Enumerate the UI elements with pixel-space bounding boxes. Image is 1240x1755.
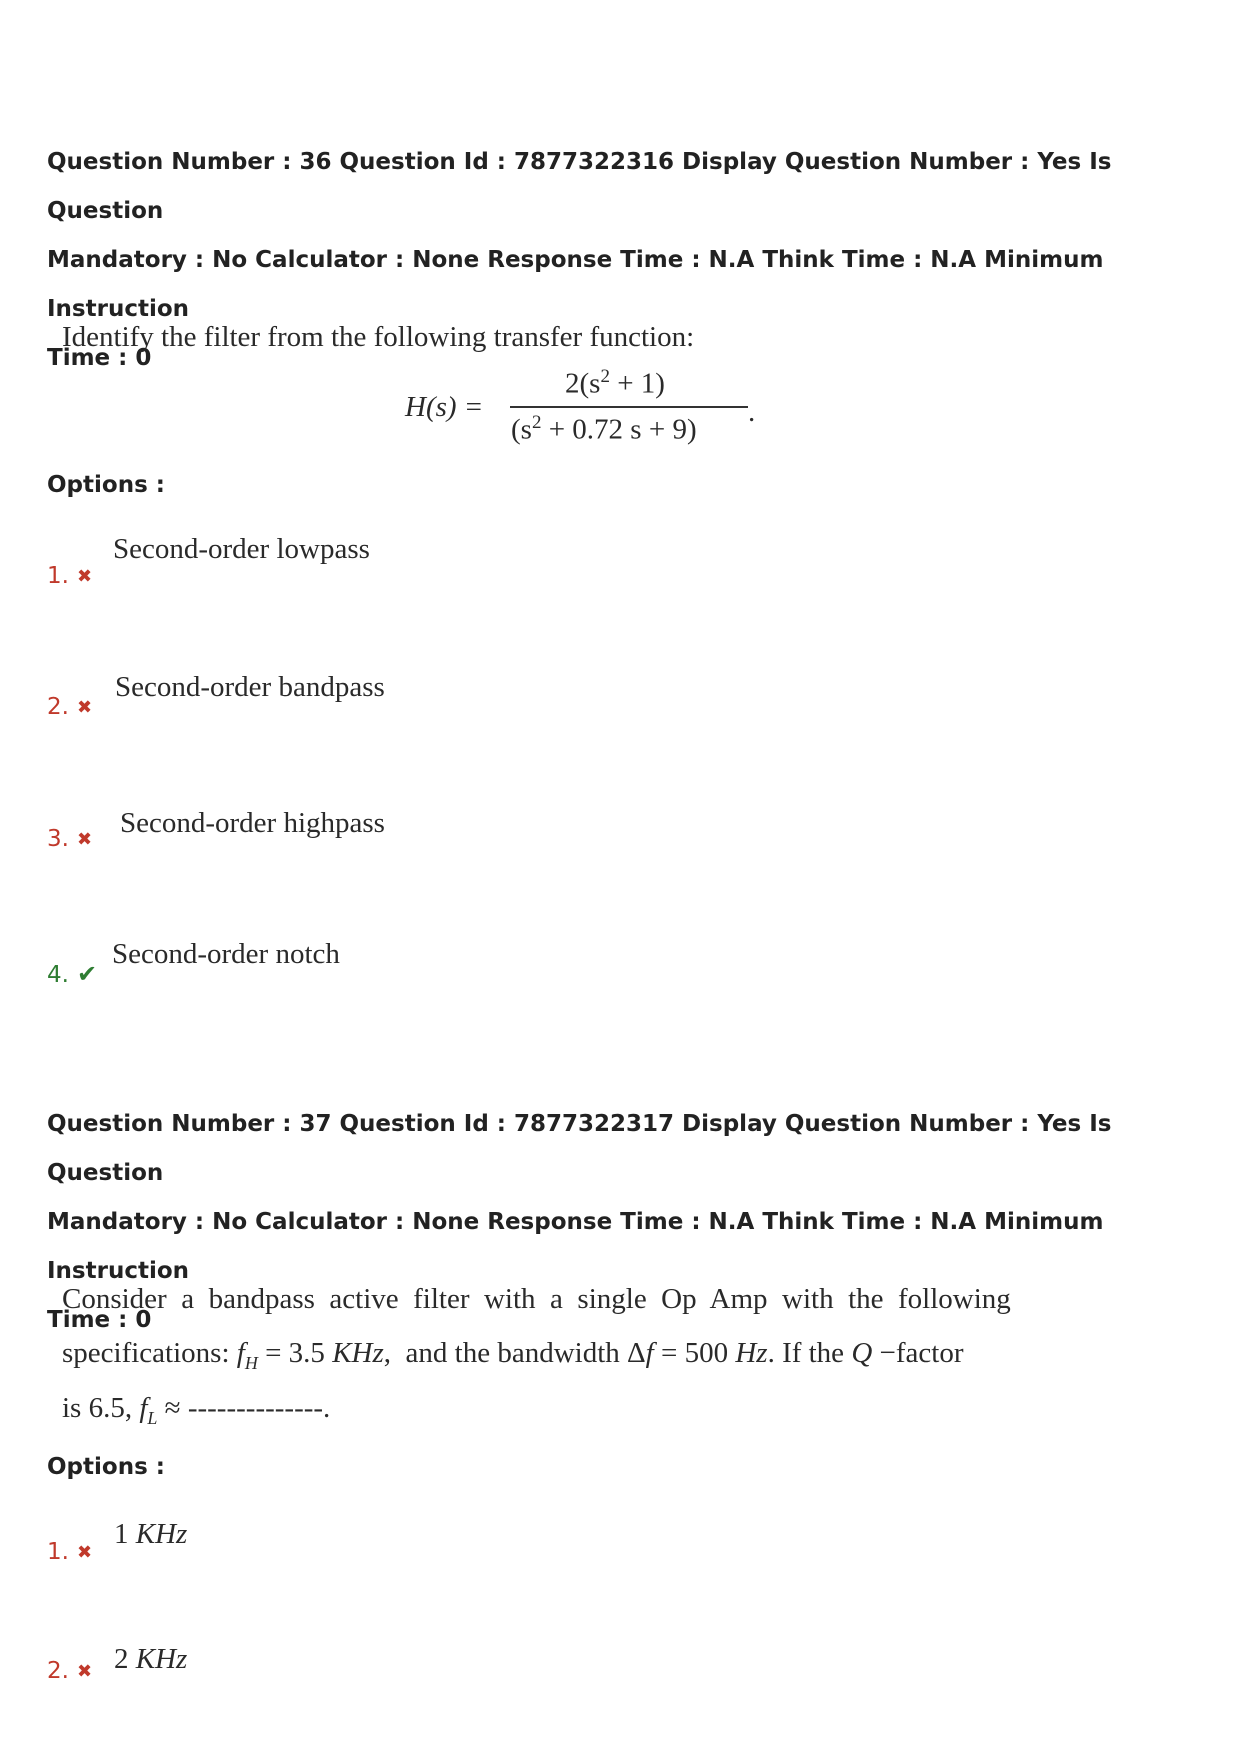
text-segment: L <box>147 1407 158 1428</box>
den-post: + 0.72 s + 9) <box>541 413 697 446</box>
option-2-text[interactable] <box>114 1643 187 1676</box>
option-value: 1 <box>114 1518 129 1550</box>
text-segment: ≈ --------------. <box>157 1392 331 1424</box>
den-pre: (s <box>511 413 532 446</box>
text-segment: KHz <box>332 1337 384 1369</box>
cross-icon: ✖ <box>76 697 93 718</box>
option-1-text[interactable]: Second-order lowpass <box>113 533 370 565</box>
meta-line: Question Number : 36 Question Id : 7877322316 Display Question Number : Yes Is Question <box>47 149 1112 224</box>
option-2-number <box>47 1658 92 1684</box>
option-2-text[interactable]: Second-order bandpass <box>115 671 385 703</box>
option-4-text[interactable]: Second-order notch <box>112 938 340 970</box>
option-number-text: 3. <box>47 826 69 852</box>
text-segment: = 3.5 <box>257 1337 333 1369</box>
option-3-text[interactable]: Second-order highpass <box>120 807 385 839</box>
question-36-text: Identify the filter from the following transfer function: <box>62 321 695 353</box>
option-2-number <box>47 694 92 720</box>
text-segment: f <box>645 1337 654 1369</box>
den-exp: 2 <box>531 412 542 433</box>
checkmark-icon: ✔ <box>76 960 98 988</box>
option-unit: KHz <box>135 1518 188 1550</box>
option-4-number <box>47 960 97 988</box>
equation-period: . <box>748 396 756 428</box>
num-pre: 2(s <box>565 367 601 400</box>
meta-line: Question Number : 37 Question Id : 7877322317 Display Question Number : Yes Is Question <box>47 1111 1112 1186</box>
question-37-text-line2 <box>62 1337 964 1374</box>
equation-denominator <box>511 412 697 447</box>
option-number-text: 1. <box>47 1539 69 1565</box>
num-post: + 1) <box>609 367 665 400</box>
text-segment: H <box>244 1352 258 1373</box>
option-number-text: 2. <box>47 694 69 720</box>
option-number-text: 4. <box>47 962 69 988</box>
meta-line: Mandatory : No Calculator : None Response Time : N.A Think Time : N.A Minimum Instruction <box>47 1209 1104 1284</box>
cross-icon: ✖ <box>76 1661 93 1682</box>
option-1-text[interactable] <box>114 1518 187 1551</box>
equation-lhs: H(s) = <box>405 391 484 423</box>
text-segment: f <box>236 1337 245 1369</box>
meta-line: Mandatory : No Calculator : None Response Time : N.A Think Time : N.A Minimum Instruction <box>47 247 1104 322</box>
text-segment: specifications: <box>62 1337 237 1369</box>
text-segment: = 500 <box>653 1337 736 1369</box>
cross-icon: ✖ <box>76 829 93 850</box>
option-unit: KHz <box>135 1643 188 1675</box>
meta-line: Time : 0 <box>47 345 152 371</box>
option-1-number <box>47 563 92 589</box>
option-1-number <box>47 1539 92 1565</box>
cross-icon: ✖ <box>76 1542 93 1563</box>
text-segment: Hz <box>735 1337 768 1369</box>
option-3-number <box>47 826 92 852</box>
text-segment: −factor <box>872 1337 964 1369</box>
text-segment: . If the <box>767 1337 852 1369</box>
meta-line: Time : 0 <box>47 1307 152 1333</box>
text-segment: f <box>139 1392 148 1424</box>
text-segment: Q <box>851 1337 873 1369</box>
text-segment: is 6.5, <box>62 1392 140 1424</box>
text-segment: , and the bandwidth Δ <box>383 1337 646 1369</box>
question-37-text-line3 <box>62 1392 330 1429</box>
option-value: 2 <box>114 1643 129 1675</box>
fraction-bar <box>510 406 748 408</box>
equation-numerator <box>565 366 665 401</box>
options-label: Options : <box>47 472 165 498</box>
option-number-text: 2. <box>47 1658 69 1684</box>
num-exp: 2 <box>600 366 610 387</box>
cross-icon: ✖ <box>76 566 93 587</box>
option-number-text: 1. <box>47 563 69 589</box>
options-label: Options : <box>47 1454 165 1480</box>
question-37-text-line1: Consider a bandpass active filter with a single Op Amp with the following <box>62 1283 1011 1315</box>
